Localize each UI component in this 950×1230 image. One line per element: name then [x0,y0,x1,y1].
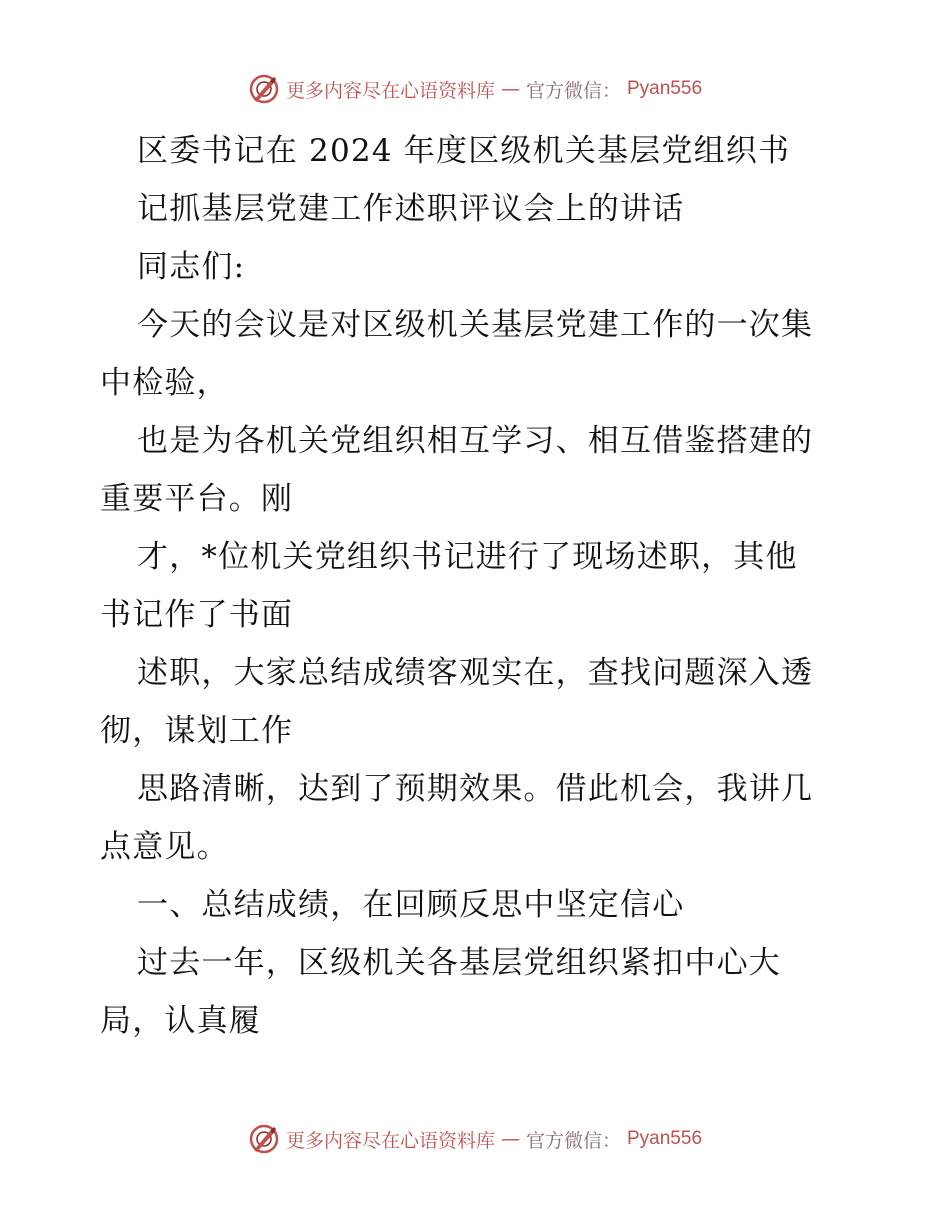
watermark-dash: — [500,1128,520,1150]
watermark-wechat-label: 官方微信： [525,79,621,102]
paragraph-line: 思路清晰，达到了预期效果。借此机会，我讲几 [137,771,814,807]
paragraph-line: 也是为各机关党组织相互学习、相互借鉴搭建的 [137,423,814,459]
title-line-2: 记抓基层党建工作述职评议会上的讲话 [137,191,685,227]
paragraph-line: 点意见。 [100,829,229,865]
paragraph-line: 书记作了书面 [100,597,294,633]
paragraph-line: 重要平台。刚 [100,481,294,517]
footer-watermark [0,1122,950,1156]
paragraph-line: 述职，大家总结成绩客观实在，查找问题深入透 [137,655,814,691]
pen-logo-icon [248,1123,280,1155]
section-heading: 一、总结成绩，在回顾反思中坚定信心 [137,887,685,923]
header-watermark [0,72,950,106]
paragraph-line: 过去一年，区级机关各基层党组织紧扣中心大 [137,945,781,981]
paragraph-line: 才，*位机关党组织书记进行了现场述职，其他 [137,539,798,575]
watermark-library-text: 更多内容尽在心语资料库 [285,79,495,102]
document-body [100,122,860,1050]
watermark-dash: — [500,78,520,100]
watermark-wechat-id: Pyan556 [627,1128,703,1149]
paragraph-line: 彻，谋划工作 [100,713,294,749]
watermark-wechat-id: Pyan556 [627,78,703,99]
paragraph-line: 中检验， [100,365,229,401]
paragraph-line: 今天的会议是对区级机关基层党建工作的一次集 [137,307,814,343]
pen-logo-icon [248,73,280,105]
paragraph-line: 局，认真履 [100,1003,261,1039]
salutation: 同志们: [137,249,246,285]
watermark-wechat-label: 官方微信： [525,1129,621,1152]
title-line-1: 区委书记在 2024 年度区级机关基层党组织书 [137,133,791,169]
watermark-library-text: 更多内容尽在心语资料库 [285,1129,495,1152]
